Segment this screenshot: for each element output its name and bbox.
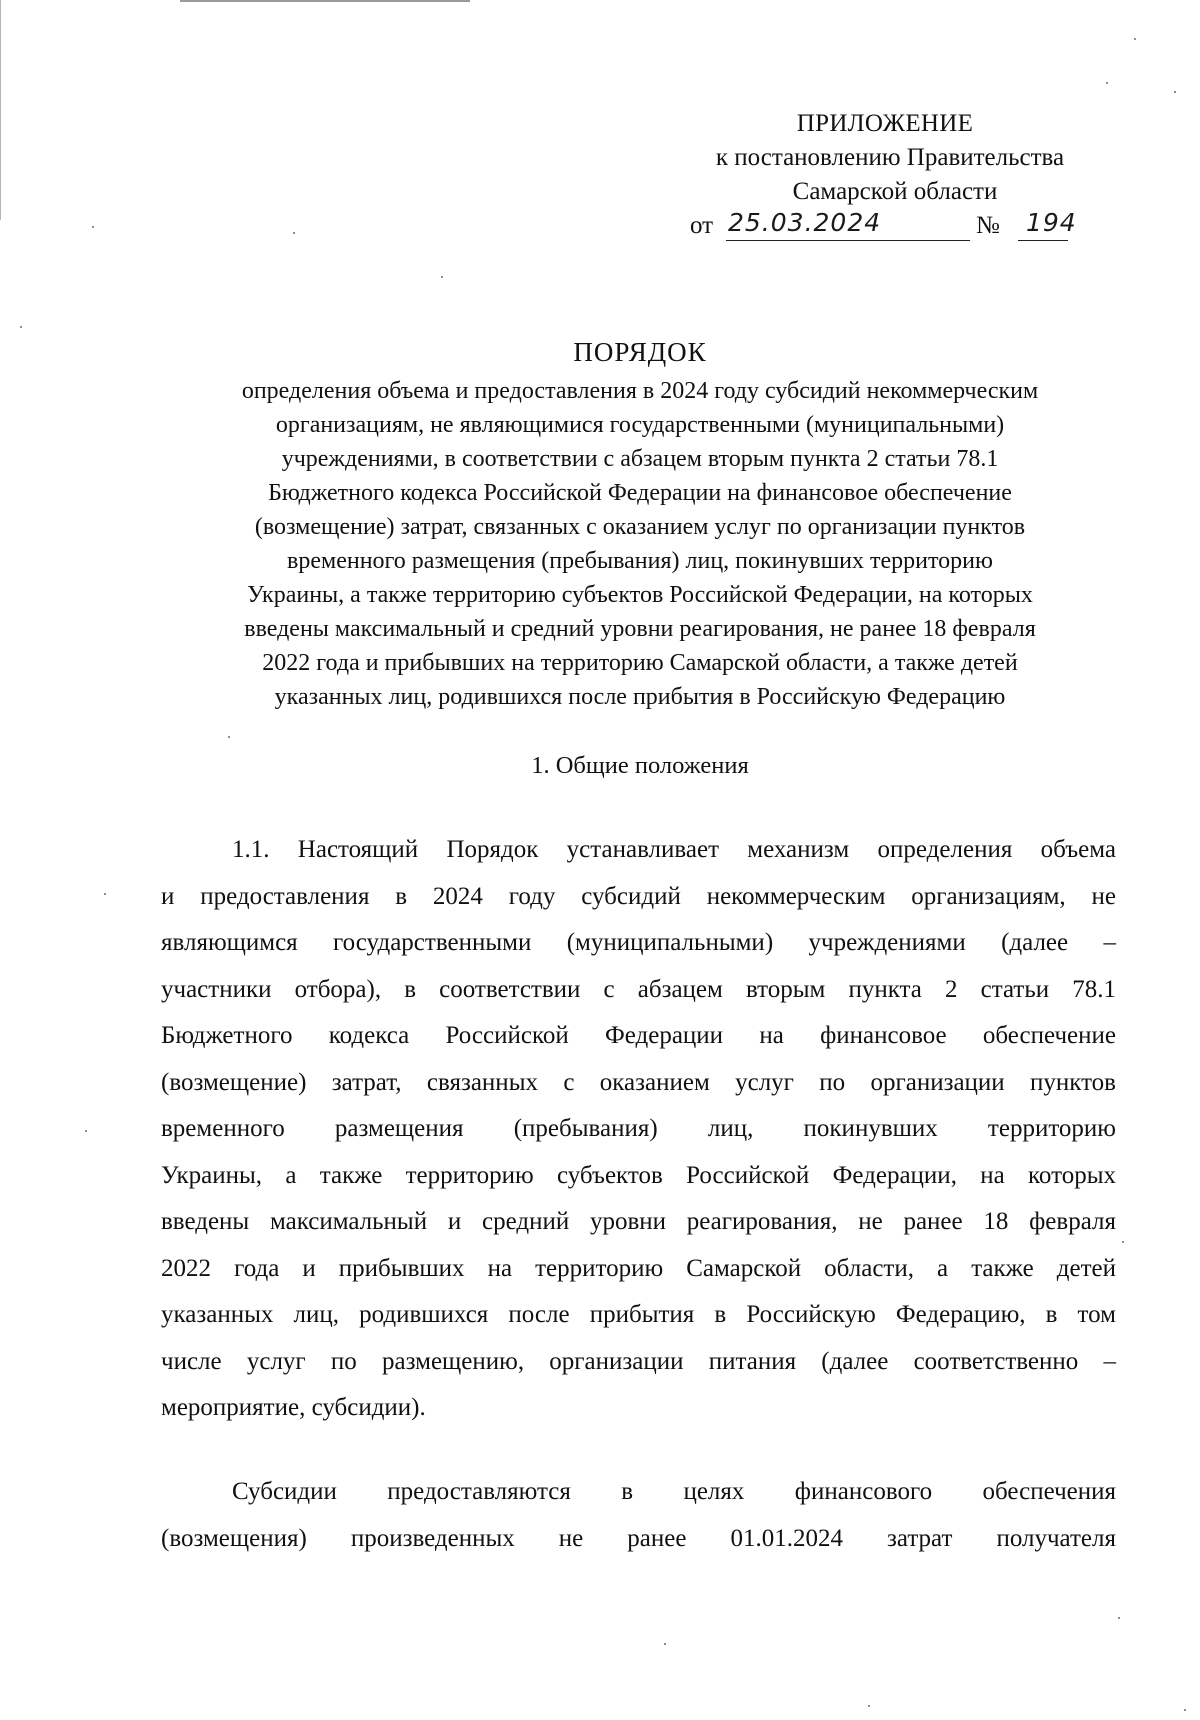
date-underline: [726, 240, 970, 241]
appendix-reference-line: к постановлению Правительства: [715, 144, 1065, 171]
subtitle-line: Бюджетного кодекса Российской Федерации на финансовое обеспечение: [268, 480, 1012, 506]
appendix-date-number-line: [690, 209, 1090, 245]
scan-speck: [868, 1705, 870, 1707]
paragraph-line: Украины, а также территорию субъектов Российской Федерации, на которых: [161, 1161, 1116, 1189]
subtitle-line: указанных лиц, родившихся после прибытия в Российскую Федерацию: [274, 684, 1006, 710]
paragraph-line: временного размещения (пребывания) лиц, покинувших территорию: [161, 1115, 1116, 1142]
paragraph-line: 2022 года и прибывших на территорию Самарской области, а также детей: [161, 1254, 1116, 1282]
paragraph-line: указанных лиц, родившихся после прибытия в Российскую Федерацию, в том: [161, 1301, 1116, 1328]
handwritten-date: 25.03.2024: [728, 208, 882, 237]
scan-speck: [92, 226, 94, 228]
paragraph-line: числе услуг по размещению, организации питания (далее соответственно –: [161, 1347, 1116, 1375]
paragraph-subsidies: [161, 1469, 1116, 1562]
paragraph-line: мероприятие, субсидии).: [161, 1394, 426, 1421]
paragraph-line: (возмещение) затрат, связанных с оказанием услуг по организации пунктов: [161, 1068, 1116, 1096]
scan-edge: [0, 0, 1, 220]
scan-speck: [441, 276, 443, 278]
paragraph-line: 1.1. Настоящий Порядок устанавливает механизм определения объема: [232, 836, 1116, 863]
scan-artifact-line: [180, 0, 470, 2]
appendix-region-line: Самарской области: [792, 178, 998, 205]
paragraph-line: являющимся государственными (муниципальными) учреждениями (далее –: [161, 929, 1116, 956]
scan-speck: [1184, 1709, 1186, 1711]
document-subtitle: [160, 374, 1120, 714]
scan-speck: [228, 736, 230, 738]
handwritten-number: 194: [1026, 208, 1077, 237]
scan-speck: [1174, 91, 1176, 93]
paragraph-line: участники отбора), в соответствии с абзацем вторым пункта 2 статьи 78.1: [161, 975, 1116, 1003]
scan-speck: [1134, 38, 1136, 40]
number-underline: [1018, 240, 1068, 241]
scan-speck: [85, 1130, 87, 1132]
paragraph-1-1: [161, 827, 1116, 1432]
scan-speck: [1118, 1617, 1120, 1619]
scan-speck: [1122, 1241, 1124, 1243]
scan-speck: [104, 893, 106, 895]
subtitle-line: 2022 года и прибывших на территорию Самарской области, а также детей: [262, 650, 1018, 676]
date-prefix: от: [690, 212, 714, 239]
scan-speck: [293, 232, 295, 234]
paragraph-line: (возмещения) произведенных не ранее 01.01.2024 затрат получателя: [161, 1524, 1116, 1552]
subtitle-line: введены максимальный и средний уровни реагирования, не ранее 18 февраля: [244, 616, 1036, 642]
subtitle-line: (возмещение) затрат, связанных с оказанием услуг по организации пунктов: [254, 514, 1026, 540]
subtitle-line: определения объема и предоставления в 2024 году субсидий некоммерческим: [241, 378, 1039, 404]
paragraph-line: и предоставления в 2024 году субсидий некоммерческим организациям, не: [161, 882, 1116, 910]
number-prefix: №: [976, 212, 1000, 239]
paragraph-line: введены максимальный и средний уровни реагирования, не ранее 18 февраля: [161, 1208, 1116, 1235]
document-title: ПОРЯДОК: [573, 337, 707, 367]
appendix-title: ПРИЛОЖЕНИЕ: [796, 110, 974, 137]
subtitle-line: временного размещения (пребывания) лиц, покинувших территорию: [287, 548, 993, 574]
scan-speck: [664, 1643, 666, 1645]
subtitle-line: Украины, а также территорию субъектов Российской Федерации, на которых: [247, 582, 1033, 608]
paragraph-line: Бюджетного кодекса Российской Федерации на финансовое обеспечение: [161, 1022, 1116, 1049]
paragraph-line: Субсидии предоставляются в целях финансового обеспечения: [232, 1478, 1116, 1505]
section-heading: 1. Общие положения: [531, 752, 749, 779]
subtitle-line: организациям, не являющимися государственными (муниципальными): [275, 412, 1005, 438]
scan-speck: [20, 326, 22, 328]
scan-speck: [1106, 82, 1108, 84]
subtitle-line: учреждениями, в соответствии с абзацем вторым пункта 2 статьи 78.1: [281, 446, 999, 472]
